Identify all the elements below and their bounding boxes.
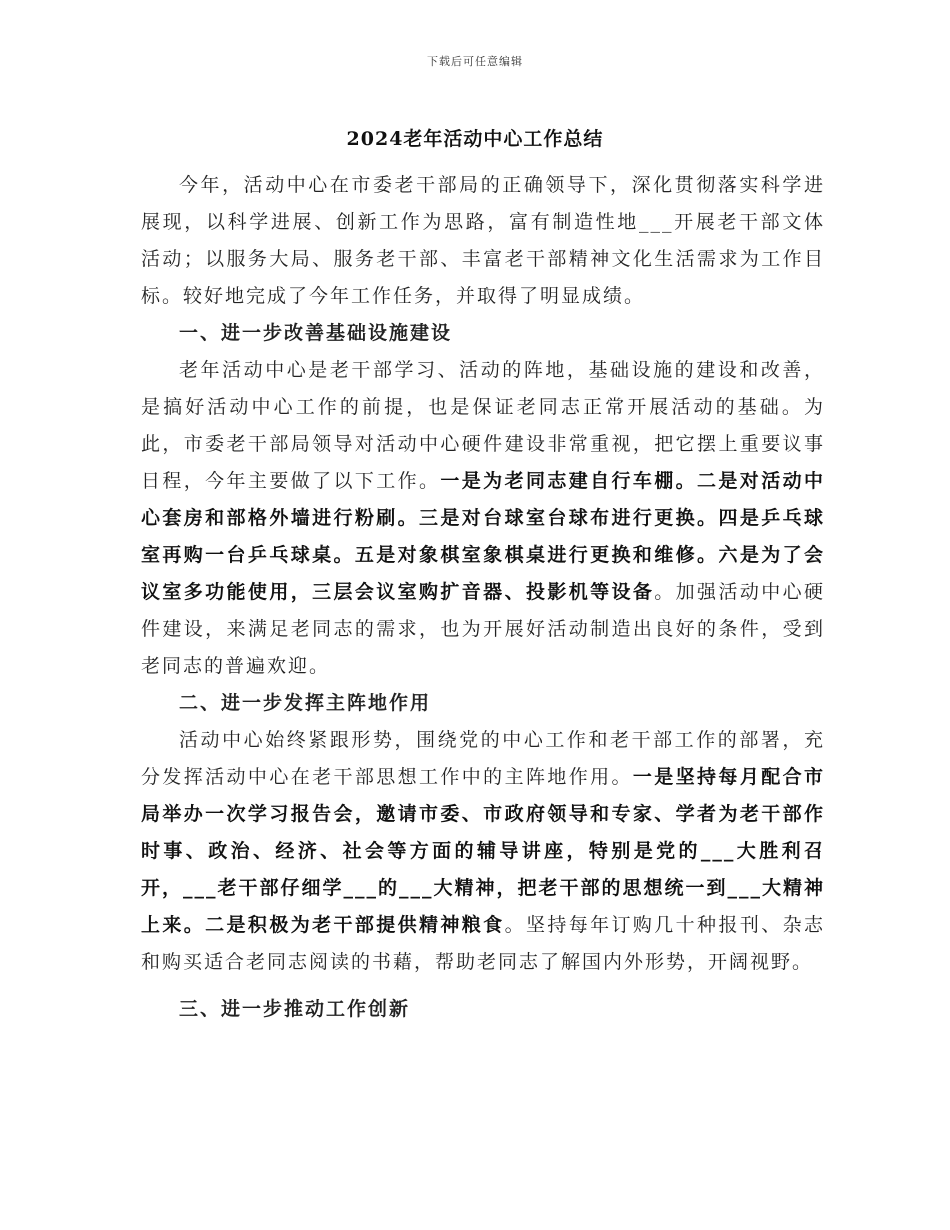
intro-paragraph: 今年，活动中心在市委老干部局的正确领导下，深化贯彻落实科学进展现，以科学进展、创新工作为思路，富有制造性地___开展老干部文体活动；以服务大局、服务老干部、丰富老干部精神文化生活需求为工作目标。较好地完成了今年工作任务，并取得了明显成绩。 — [141, 174, 825, 307]
section-1-heading: 一、进一步改善基础设施建设 — [179, 322, 453, 344]
section-2-paragraph — [141, 722, 825, 981]
document-title: 2024老年活动中心工作总结 — [346, 128, 604, 150]
section-3-heading: 三、进一步推动工作创新 — [179, 998, 411, 1020]
section-2-bold-text: 一是坚持每月配合市局举办一次学习报告会，邀请市委、市政府领导和专家、学者为老干部作时事、政治、经济、社会等方面的辅导讲座，特别是党的___大胜利召开，___老干部仔细学___的___大精神，把老干部的思想统一到___大精神上来。二是积极为老干部提供精神粮食 — [141, 766, 826, 936]
section-1-text-a: 老年活动中心是老干部学习、活动的阵地，基础设施的建设和改善，是搞好活动中心工作的前提，也是保证老同志正常开展活动的基础。为此，市委老干部局领导对活动中心硬件建设非常重视，把它摆上重要议事日程，今年主要做了以下工作。 — [141, 359, 825, 492]
section-1-text-b: 。加强活动中心硬件建设，来满足老同志的需求，也为开展好活动制造出良好的条件，受到老同志的普遍欢迎。 — [141, 581, 825, 677]
section-2-text-b: 。坚持每年订购几十种报刊、杂志和购买适合老同志阅读的书藉，帮助老同志了解国内外形势，开阔视野。 — [141, 914, 825, 973]
section-2-text-a: 活动中心始终紧跟形势，围绕党的中心工作和老干部工作的部署，充分发挥活动中心在老干部思想工作中的主阵地作用。 — [141, 729, 825, 788]
section-1-paragraph — [141, 352, 825, 685]
section-1-bold-text: 一是为老同志建自行车棚。二是对活动中心套房和部格外墙进行粉刷。三是对台球室台球布进行更换。四是乒乓球室再购一台乒乓球桌。五是对象棋室象棋桌进行更换和维修。六是为了会议室多功能使用，三层会议室购扩音器、投影机等设备 — [141, 470, 825, 603]
document-body — [141, 167, 825, 1028]
section-2-heading: 二、进一步发挥主阵地作用 — [179, 692, 432, 714]
page-header-note: 下载后可任意编辑 — [427, 55, 523, 68]
